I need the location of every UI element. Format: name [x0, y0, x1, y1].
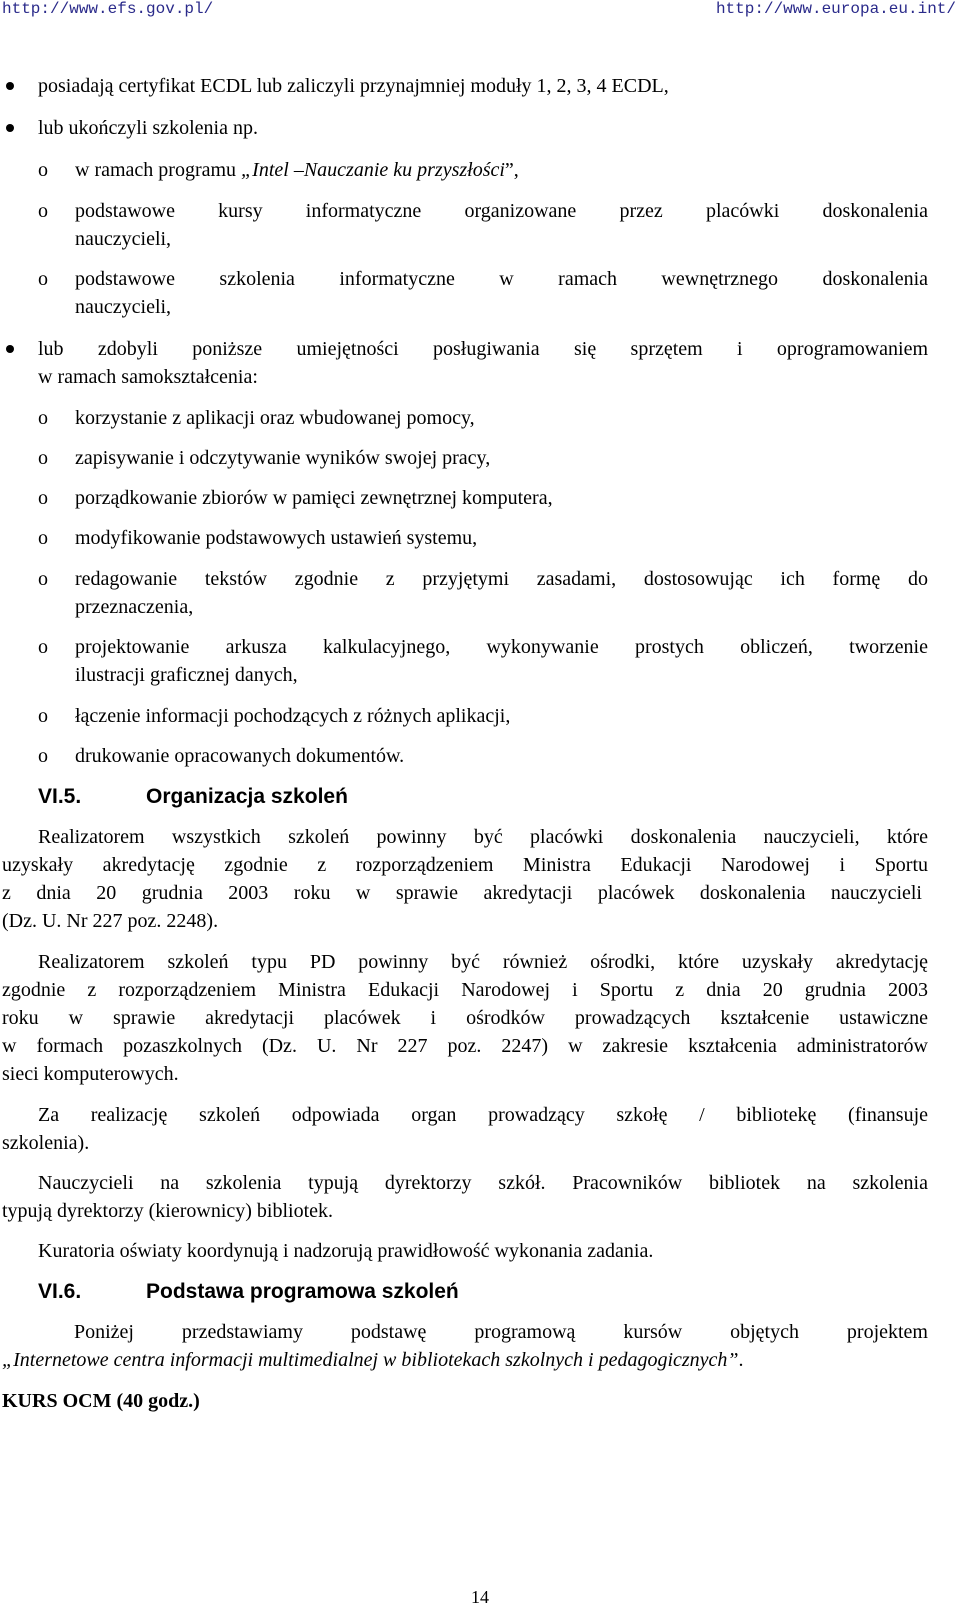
paragraph-line: w formach pozaszkolnych (Dz. U. Nr 227 poz. 2247) w zakresie kształcenia administratorów — [2, 1035, 928, 1057]
course-title: KURS OCM (40 godz.) — [2, 1390, 200, 1412]
section-title: Podstawa programowa szkoleń — [146, 1280, 459, 1303]
list-item-line: w ramach samokształcenia: — [38, 366, 258, 388]
list-item-line: nauczycieli, — [75, 296, 172, 318]
page-number: 14 — [471, 1587, 489, 1607]
circle-bullet-icon: o — [38, 527, 48, 549]
paragraph-line: roku w sprawie akredytacji placówek i ośrodków prowadzących kształcenie ustawiczne — [2, 1007, 928, 1029]
circle-bullet-icon: o — [38, 568, 48, 590]
list-item — [75, 156, 928, 184]
list-item-line: podstawowe kursy informatyczne organizowane przez placówki doskonalenia — [75, 200, 928, 222]
paragraph-line: Realizatorem szkoleń typu PD powinny być również ośrodki, które uzyskały akredytację — [38, 951, 928, 973]
list-item-line: przeznaczenia, — [75, 596, 194, 618]
circle-bullet-icon: o — [38, 745, 48, 767]
paragraph-line: Realizatorem wszystkich szkoleń powinny być placówki doskonalenia nauczycieli, które — [38, 826, 928, 848]
header-link-efs[interactable]: http://www.efs.gov.pl/ — [2, 0, 214, 18]
list-item-line: zapisywanie i odczytywanie wyników swojej pracy, — [75, 447, 491, 469]
bullet-dot-icon — [6, 345, 14, 353]
paragraph-line: sieci komputerowych. — [2, 1063, 179, 1085]
list-item-line: modyfikowanie podstawowych ustawień systemu, — [75, 527, 478, 549]
paragraph-line: Nauczycieli na szkolenia typują dyrektorzy szkół. Pracowników bibliotek na szkolenia — [38, 1172, 928, 1194]
circle-bullet-icon: o — [38, 268, 48, 290]
paragraph-line: (Dz. U. Nr 227 poz. 2248). — [2, 910, 219, 932]
paragraph-line: Poniżej przedstawiamy podstawę programową kursów objętych projektem — [74, 1321, 928, 1343]
circle-bullet-icon: o — [38, 705, 48, 727]
circle-bullet-icon: o — [38, 159, 48, 181]
list-item-line: ilustracji graficznej danych, — [75, 664, 298, 686]
list-item-text: w ramach programu — [75, 159, 242, 181]
section-number: VI.5. — [38, 785, 82, 808]
project-name: „Internetowe centra informacji multimedialnej w bibliotekach szkolnych i pedagogicznych” — [2, 1349, 739, 1371]
paragraph-line: typują dyrektorzy (kierownicy) bibliotek. — [2, 1200, 334, 1222]
circle-bullet-icon: o — [38, 487, 48, 509]
list-item-line: drukowanie opracowanych dokumentów. — [75, 745, 405, 767]
bullet-dot-icon — [6, 82, 14, 90]
paragraph-line: z dnia 20 grudnia 2003 roku w sprawie akredytacji placówek doskonalenia nauczycieli — [2, 882, 922, 904]
list-item-line: podstawowe szkolenia informatyczne w ramach wewnętrznego doskonalenia — [75, 268, 928, 290]
circle-bullet-icon: o — [38, 636, 48, 658]
list-item-line: redagowanie tekstów zgodnie z przyjętymi zasadami, dostosowując ich formę do — [75, 568, 928, 590]
paragraph-text: . — [738, 1349, 744, 1371]
paragraph-line: Za realizację szkoleń odpowiada organ prowadzący szkołę / bibliotekę (finansuje — [38, 1104, 928, 1126]
paragraph-line — [2, 1346, 928, 1374]
circle-bullet-icon: o — [38, 200, 48, 222]
paragraph-line: Kuratoria oświaty koordynują i nadzorują prawidłowość wykonania zadania. — [38, 1240, 654, 1262]
list-item-text: ”, — [504, 159, 519, 181]
bullet-dot-icon — [6, 124, 14, 132]
circle-bullet-icon: o — [38, 407, 48, 429]
section-title: Organizacja szkoleń — [146, 785, 348, 808]
paragraph-line: uzyskały akredytację zgodnie z rozporządzeniem Ministra Edukacji Narodowej i Sportu — [2, 854, 928, 876]
list-item-line: łączenie informacji pochodzących z różnych aplikacji, — [75, 705, 511, 727]
list-item-line: lub zdobyli poniższe umiejętności posługiwania się sprzętem i oprogramowaniem — [38, 338, 928, 360]
list-item-line: porządkowanie zbiorów w pamięci zewnętrznej komputera, — [75, 487, 553, 509]
program-name: „Intel –Nauczanie ku przyszłości — [241, 159, 505, 181]
circle-bullet-icon: o — [38, 447, 48, 469]
list-item: lub ukończyli szkolenia np. — [38, 117, 258, 139]
list-item-line: korzystanie z aplikacji oraz wbudowanej pomocy, — [75, 407, 475, 429]
header-link-europa[interactable]: http://www.europa.eu.int/ — [715, 0, 956, 18]
paragraph-line: szkolenia). — [2, 1132, 90, 1154]
list-item-line: projektowanie arkusza kalkulacyjnego, wykonywanie prostych obliczeń, tworzenie — [75, 636, 928, 658]
list-item-line: nauczycieli, — [75, 228, 172, 250]
section-number: VI.6. — [38, 1280, 82, 1303]
list-item: posiadają certyfikat ECDL lub zaliczyli przynajmniej moduły 1, 2, 3, 4 ECDL, — [38, 75, 669, 97]
paragraph-line: zgodnie z rozporządzeniem Ministra Edukacji Narodowej i Sportu z dnia 20 grudnia 2003 — [2, 979, 928, 1001]
